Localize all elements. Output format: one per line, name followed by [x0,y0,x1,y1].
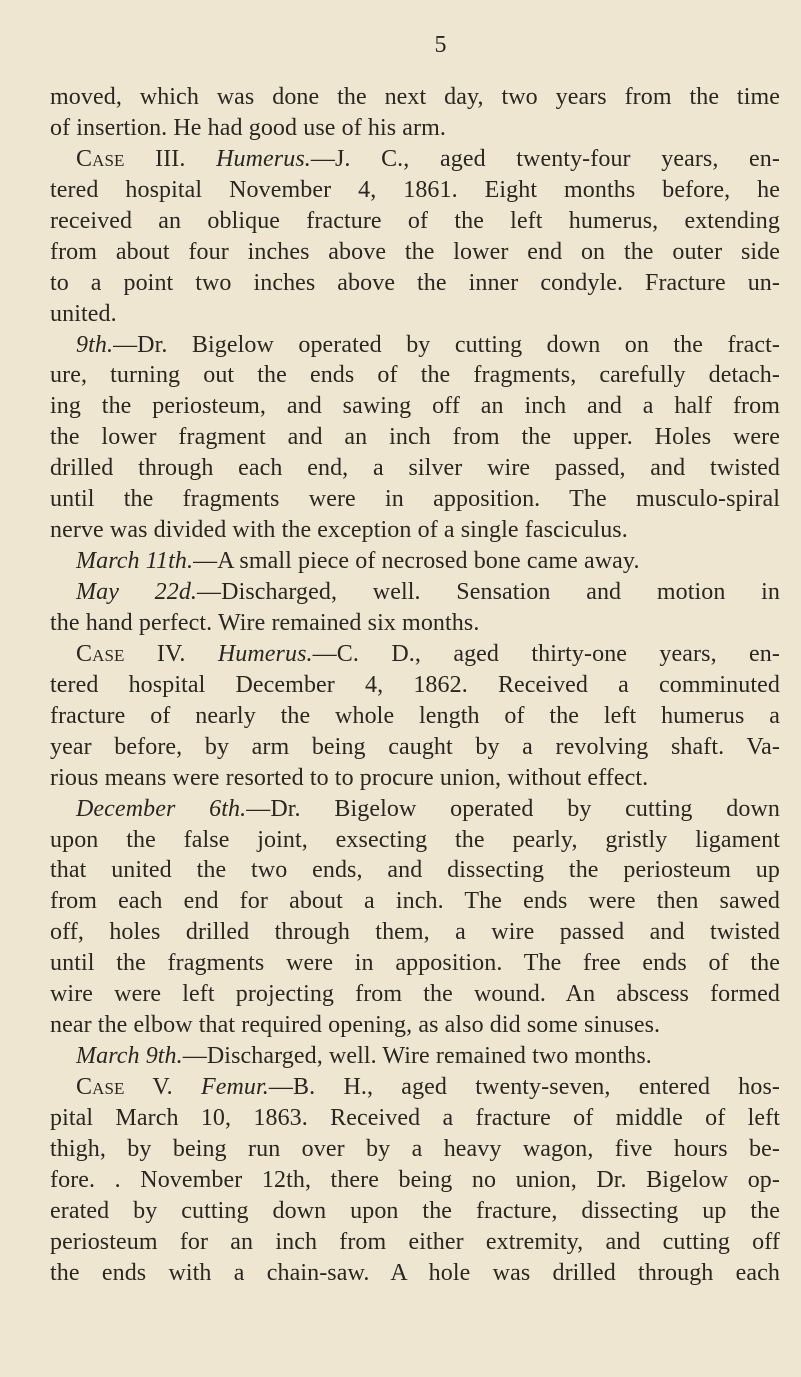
text-line [50,1010,780,1041]
text-run: —J. C., aged twenty-four years, en- [310,145,780,172]
text-run: periosteum for an inch from either extremity, and cutting off [50,1228,780,1255]
text-run: from about four inches above the lower end on the outer side [50,238,780,265]
text-line [50,82,780,113]
text-line [50,175,780,206]
text-line [50,1072,780,1103]
text-line [50,979,780,1010]
text-run: near the elbow that required opening, as also did some sinuses. [50,1012,661,1039]
text-line [50,237,780,268]
text-line [50,917,780,948]
italic-heading: Humerus. [216,145,311,172]
text-line [50,732,780,763]
italic-heading: December 6th. [76,795,247,822]
text-line [50,1103,780,1134]
text-run: pital March 10, 1863. Received a fracture of middle of left [50,1104,780,1131]
text-line [50,701,780,732]
text-line [50,1258,780,1289]
case-heading: Case IV. [76,640,218,667]
text-line [50,453,780,484]
italic-heading: May 22d. [76,579,198,605]
text-run: —B. H., aged twenty-seven, entered hos- [268,1074,780,1100]
text-line [50,1165,780,1196]
text-run: drilled through each end, a silver wire passed, and twisted [50,455,780,482]
case-heading: Case III. [76,145,217,172]
text-line [50,608,780,639]
text-run: —C. D., aged thirty-one years, en- [312,640,780,667]
text-line [50,330,780,361]
text-run: united. [50,300,117,327]
italic-heading: Femur. [200,1074,269,1100]
text-run: ing the periosteum, and sawing off an inch and a half from [50,393,780,420]
text-run: fore. . November 12th, there being no union, Dr. Bigelow op- [50,1166,780,1193]
text-line [50,268,780,299]
text-line [50,299,780,330]
text-line [50,670,780,701]
text-line [50,1227,780,1258]
text-run: upon the false joint, exsecting the pearly, gristly ligament [50,826,780,853]
italic-heading: 9th. [76,331,114,358]
text-line [50,1196,780,1227]
body-text [50,82,780,1289]
text-line [50,639,780,670]
text-run: —Dr. Bigelow operated by cutting down on the fract- [113,331,780,358]
text-line [50,422,780,453]
text-line [50,855,780,886]
text-run: until the fragments were in apposition. The musculo-spiral [50,486,780,513]
text-line [50,794,780,825]
text-run: off, holes drilled through them, a wire passed and twisted [50,919,780,946]
text-run: thigh, by being run over by a heavy wagon, five hours be- [50,1135,780,1162]
text-run: to a point two inches above the inner condyle. Fracture un- [50,269,780,296]
text-line [50,546,780,577]
text-line [50,825,780,856]
text-run: until the fragments were in apposition. The free ends of the [50,950,780,977]
italic-heading: March 11th. [76,548,194,575]
case-heading: Case V. [76,1074,201,1100]
text-run: from each end for about a inch. The ends were then sawed [50,888,780,915]
text-run: year before, by arm being caught by a revolving shaft. Va- [50,733,780,760]
text-line [50,484,780,515]
text-line [50,206,780,237]
text-run: received an oblique fracture of the left humerus, extending [50,207,780,234]
text-run: the hand perfect. Wire remained six months. [50,609,480,636]
text-run: fracture of nearly the whole length of the left humerus a [50,702,780,729]
text-run: that united the two ends, and dissecting the periosteum up [50,857,780,884]
text-run: —Discharged, well. Sensation and motion in [197,579,780,605]
text-run: rious means were resorted to to procure union, without effect. [50,764,649,791]
text-line [50,763,780,794]
text-run: erated by cutting down upon the fracture, dissecting up the [50,1197,780,1224]
page-number: 5 [434,32,447,58]
italic-heading: March 9th. [76,1043,183,1070]
text-line [50,113,780,144]
text-run: of insertion. He had good use of his arm. [50,114,447,141]
text-line [50,515,780,546]
text-run: ure, turning out the ends of the fragments, carefully detach- [50,362,780,389]
text-run: tered hospital December 4, 1862. Received a comminuted [50,671,780,698]
text-run: nerve was divided with the exception of a single fasciculus. [50,517,628,544]
text-run: the lower fragment and an inch from the upper. Holes were [50,424,780,451]
text-run: moved, which was done the next day, two years from the time [50,84,780,110]
text-run: the ends with a chain-saw. A hole was drilled through each [50,1259,780,1286]
text-run: —Dr. Bigelow operated by cutting down [246,795,780,822]
text-line [50,360,780,391]
text-line [50,144,780,175]
text-run: wire were left projecting from the wound. An abscess formed [50,981,780,1008]
text-line [50,391,780,422]
text-line [50,948,780,979]
text-line [50,1041,780,1072]
text-line [50,577,780,608]
text-run: —A small piece of necrosed bone came away. [193,548,640,575]
text-run: tered hospital November 4, 1861. Eight months before, he [50,176,780,203]
italic-heading: Humerus. [217,640,313,667]
text-line [50,886,780,917]
text-run: —Discharged, well. Wire remained two months. [182,1043,652,1070]
text-line [50,1134,780,1165]
